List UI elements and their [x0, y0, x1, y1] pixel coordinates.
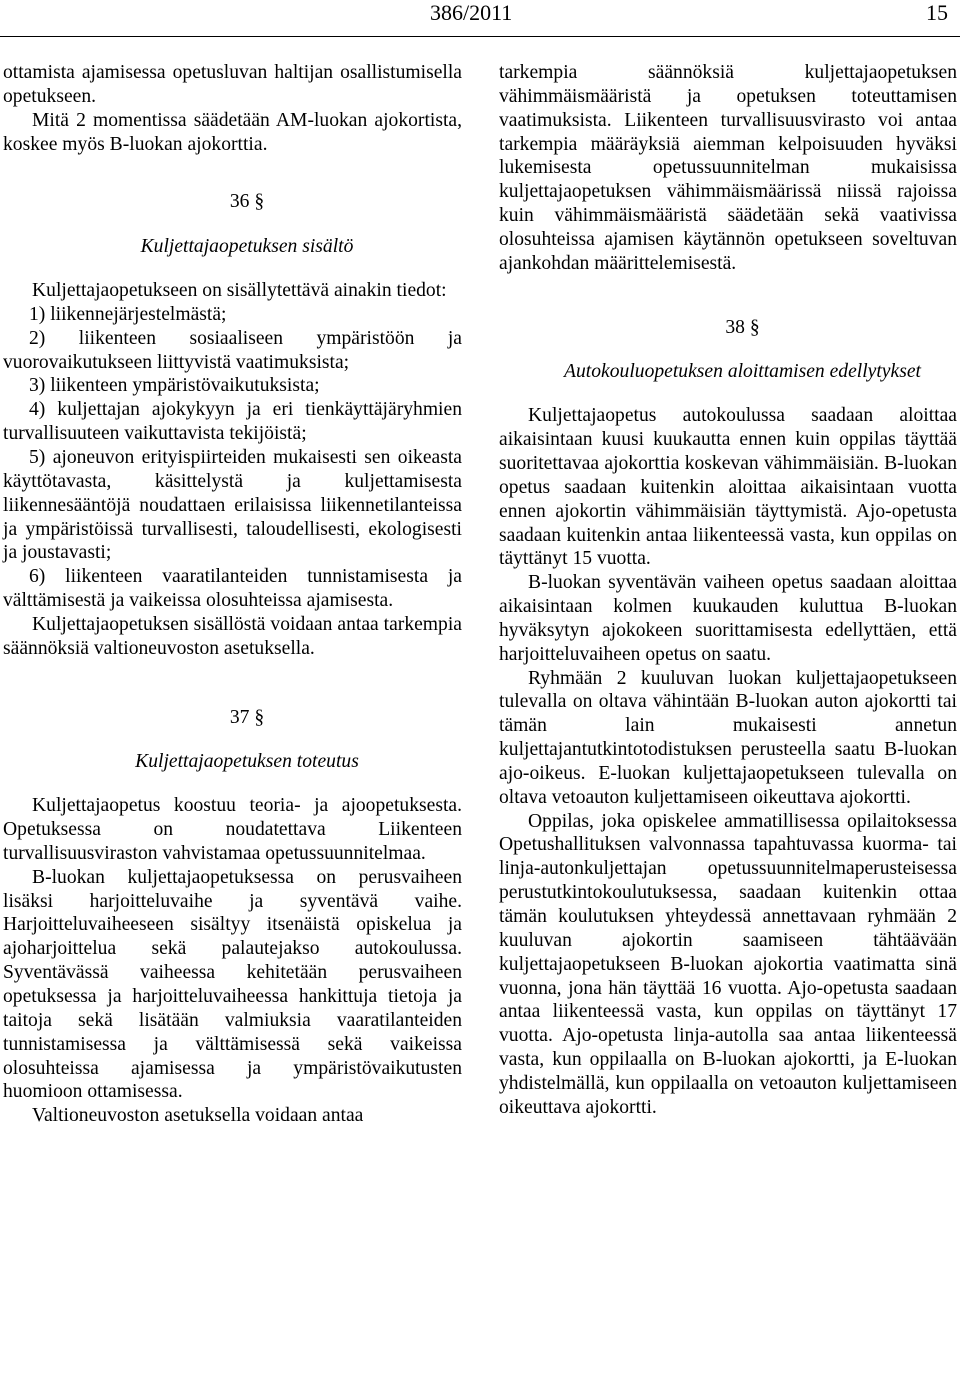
right-column: [499, 61, 957, 1120]
list-item: 4) kuljettajan ajokykyyn ja eri tienkäyttäjäryhmien turvallisuuteen vaikuttavista tekijöistä;: [3, 399, 462, 445]
paragraph: Kuljettajaopetus koostuu teoria- ja ajoopetuksesta. Opetuksessa on noudatettava Liikenteen turvallisuusviraston vahvistamaa opetussuunnitelmaa.: [3, 795, 462, 864]
list-item: 2) liikenteen sosiaaliseen ympäristöön ja vuorovaikutukseen liittyvistä vaatimuksista;: [3, 327, 462, 373]
paragraph: Kuljettajaopetus autokoulussa saadaan aloittaa aikaisintaan kuusi kuukautta ennen kuin oppilas täyttää suoritettavaa ajokorttia koskevan vähimmäisiän. B-luokan opetus saadaan kuitenkin aloittaa aikaisintaan vuotta ennen ajokortin vähimmäisiän täyttymistä. Ajo-opetusta saadaan kuitenkin antaa liikenteessä vasta, kun oppilas on täyttänyt 15 vuotta.: [499, 405, 957, 570]
page-header: [0, 0, 960, 30]
paragraph: Kuljettajaopetukseen on sisällytettävä ainakin tiedot:: [32, 280, 447, 302]
list-item: 6) liikenteen vaaratilanteiden tunnistamisesta ja välttämisestä ja vaikeissa olosuhteissa ajamisesta.: [3, 566, 462, 612]
section-title: Kuljettajaopetuksen sisältö: [140, 236, 354, 258]
list-item: 3) liikenteen ympäristövaikutuksista;: [29, 375, 320, 397]
paragraph: ottamista ajamisessa opetusluvan haltijan osallistumisella opetukseen.: [3, 62, 462, 107]
section-number: 37 §: [229, 706, 265, 728]
section-number: 38 §: [725, 316, 760, 338]
section-title: Autokouluopetuksen aloittamisen edellytykset: [564, 361, 921, 383]
paragraph: tarkempia säännöksiä kuljettajaopetuksen vähimmäismääristä ja opetuksen toteuttamisen vaatimuksista. Liikenteen turvallisuusvirasto voi antaa tarkempia määräyksiä aiemman kelpoisuuden hyväksi lukemisesta opetussuunnitelman mukaisissa kuljettajaopetuksen vähimmäismäärissä niissä rajoissa kuin vähimmäismääristä säädetään sekä vaativissa olosuhteissa ajamisen käytännön opetukseen soveltuvan ajankohdan määrittelemisestä.: [499, 62, 957, 274]
page-number: 15: [926, 0, 948, 25]
paragraph: B-luokan kuljettajaopetuksessa on perusvaiheen lisäksi harjoitteluvaihe ja syventävä vaihe. Harjoitteluvaiheeseen sisältyy itsenäistä opiskelua ja ajoharjoittelua sekä palautejakso autokoulussa. Syventävässä vaiheessa kehitetään perusvaiheen opetuksessa ja harjoitteluvaiheessa hankittuja tietoja ja taitoja sekä lisätään valmiuksia vaaratilanteiden tunnistamisessa ja välttämisessä sekä vaikeissa olosuhteissa ajamisessa ja ympäristövaikutusten huomioon ottamisessa.: [3, 866, 462, 1103]
list-item: 5) ajoneuvon erityispiirteiden mukaisesti sen oikeasta käyttötavasta, käsittelystä ja kuljettamisesta liikennesääntöjä noudattaen erilaisissa liikennetilanteissa ja ympäristöissä turvallisesti, taloudellisesti, ekologisesti ja joustavasti;: [3, 446, 462, 564]
journal-number: 386/2011: [430, 0, 513, 25]
paragraph: Oppilas, joka opiskelee ammatillisessa opilaitoksessa Opetushallituksen valvonnassa tapahtuvassa kuorma- tai linja-autonkuljettajan opetussuunnitelmaperusteisessa perustutkintokoulutuksessa, saadaan kuitenkin ottaa tämän koulutuksen yhteydessä annettavaan ryhmään 2 kuuluvan ajokortin saamiseen tähtäävään kuljettajaopetukseen B-luokan ajokortia vaatimatta sinä vuonna, jona hän täyttää 16 vuotta. Ajo-opetusta saadaan antaa liikenteessä vasta, kun oppilas on täyttänyt 17 vuotta. Ajo-opetusta linja-autolla saa antaa liikenteessä vasta, kun oppilaalla on B-luokan ajokortti, ja E-luokan yhdistelmällä, kun oppilaalla on vetoauton kuljettamiseen oikeuttava ajokortti.: [499, 810, 957, 1118]
header-rule: [0, 36, 960, 37]
left-column: [3, 61, 462, 1128]
paragraph: B-luokan syventävän vaiheen opetus saadaan aloittaa aikaisintaan kolmen kuukauden kuluttua B-luokan hyväksytyn ajokokeen suorittamisesta edellyttäen, että harjoitteluvaiheen opetus on saatu.: [499, 572, 957, 665]
paragraph: Ryhmään 2 kuuluvan luokan kuljettajaopetukseen tulevalla on oltava vähintään B-luokan auton ajokortti tai tämän lain mukaisesti annetun kuljettajantutkintotodistuksen perusteella saatu B-luokan ajo-oikeus. E-luokan kuljettajaopetukseen tulevalla on oltava vetoauton kuljettamiseen oikeuttava ajokortti.: [499, 667, 957, 808]
paragraph: Valtioneuvoston asetuksella voidaan antaa: [32, 1105, 364, 1127]
paragraph: Kuljettajaopetuksen sisällöstä voidaan antaa tarkempia säännöksiä valtioneuvoston asetuksella.: [3, 613, 462, 659]
section-title: Kuljettajaopetuksen toteutus: [135, 751, 359, 773]
paragraph: Mitä 2 momentissa säädetään AM-luokan ajokortista, koskee myös B-luokan ajokorttia.: [3, 109, 462, 155]
list-item: 1) liikennejärjestelmästä;: [29, 303, 227, 325]
section-number: 36 §: [229, 191, 265, 213]
